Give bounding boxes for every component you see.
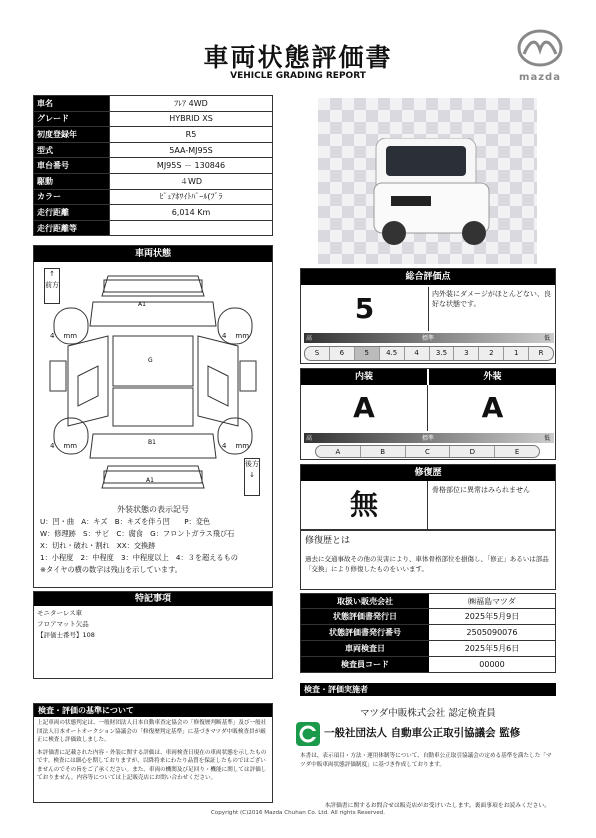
exterior-heading: 外装 [429, 369, 556, 385]
repair-desc: 骨格部位に異常はみられません [432, 486, 530, 494]
overall-scale-step: 2 [479, 347, 504, 360]
spec-label: 型式 [34, 142, 110, 158]
vehicle-photo [318, 98, 537, 264]
overall-scale-step: 3.5 [430, 347, 455, 360]
dealer-row [300, 641, 556, 657]
note-line: フロアマット欠品 [37, 620, 89, 628]
dealer-value: 2025年5月9日 [464, 612, 520, 621]
repair-definition-panel [300, 530, 556, 590]
dealer-row [300, 593, 556, 609]
legend-list [40, 516, 274, 576]
legend-line: U：凹・曲 A：キズ B：キズを伴う凹 P：変色 [40, 517, 211, 526]
fair-trade-mark-icon [296, 722, 320, 746]
dealer-label: 状態評価書発行日 [301, 609, 429, 624]
legend-line: 1：小程度 2：中程度 3：中程度以上 4：３を超えるもの [40, 553, 238, 562]
overall-heading: 総合評価点 [301, 269, 555, 285]
ie-scale-step: C [406, 446, 451, 457]
tire-depth-fl: 4 mm [50, 332, 78, 340]
inspector-heading: 検査・評価実施者 [300, 683, 556, 696]
overall-scale-step: 4 [405, 347, 430, 360]
dealer-label: 取扱い販売会社 [301, 594, 429, 608]
dealer-row [300, 609, 556, 625]
dealer-label: 車両検査日 [301, 641, 429, 656]
overall-scale-step: 4.5 [380, 347, 405, 360]
spec-label: 初度登録年 [34, 127, 110, 143]
ie-scale-step: E [514, 448, 520, 456]
legend-line: W：修理跡 S：サビ C：腐食 G：フロントガラス飛び石 [40, 529, 235, 538]
spec-row [34, 142, 273, 158]
spec-row [34, 173, 273, 189]
ie-scale-high: 高 [306, 435, 313, 442]
car-outline-diagram [38, 266, 268, 506]
tire-depth-fr: 4 mm [222, 332, 250, 340]
spec-row [34, 205, 273, 221]
overall-scale-step: 6 [330, 347, 355, 360]
page-subtitle: VEHICLE GRADING REPORT [230, 71, 366, 81]
spec-label: 走行距離等 [34, 220, 110, 236]
legend-title: 外装状態の表示記号 [117, 505, 189, 514]
spec-value: 6,014 Km [110, 205, 273, 221]
exterior-grade: A [481, 391, 504, 424]
note-line: モニターレス車 [37, 609, 83, 617]
scale-low-label: 低 [543, 335, 550, 342]
mazda-emblem-icon [516, 28, 564, 68]
scale-high-label: 高 [306, 335, 313, 342]
vehicle-spec-table [33, 95, 273, 236]
interior-heading: 内装 [301, 369, 428, 385]
overall-desc: 内外装にダメージがほとんどない、良好な状態です。 [432, 290, 551, 308]
repair-def-text: 過去に交通事故その他の災害により、車体骨格部位を損傷し、「修正」あるいは部品「交換」により修復したものをいいます。 [305, 555, 549, 573]
rear-label: 後方 [245, 460, 259, 468]
overall-scale-bar [304, 333, 554, 343]
overall-scale-step: 5 [355, 347, 380, 360]
spec-value: ﾋﾟｭｱﾎﾜｲﾄﾊﾟｰﾙ(ﾌﾞﾗ [110, 189, 273, 205]
scale-mid-label: 標準 [422, 335, 435, 342]
spec-value: 5AA-MJ95S [110, 142, 273, 158]
criteria-text-1: 上記車両の状態判定は、一般財団法人日本自動車査定協会の「修復歴判断基準」及び一般社団法人日本オートオークション協議会の「修復歴判定基準」に基づきマツダ中販検査員が厳正に検査し評価致しました。 [37, 720, 267, 743]
legend-line: X：切れ・破れ・割れ XX：交換跡 [40, 541, 156, 550]
car-image [356, 138, 506, 248]
brand-wordmark: mazda [519, 72, 561, 83]
spec-value: ﾌﾚｱ 4WD [110, 96, 273, 112]
spec-label: グレード [34, 111, 110, 127]
condition-heading: 車両状態 [34, 246, 272, 262]
page-title: 車両状態評価書 [203, 43, 393, 72]
dealer-value: 00000 [479, 660, 505, 669]
repair-panel [300, 464, 556, 530]
notes-heading: 特記事項 [34, 592, 272, 606]
spec-label: 車台番号 [34, 158, 110, 174]
mark-a1: A1 [138, 301, 146, 308]
inspector-footnote: 本書は、表示項目・方法・運用体制等について、自動車公正取引協議会の定める基準を満たした「マツダ中販車両状態評価制度」に基づき作成しております。 [300, 753, 552, 768]
ie-scale-step: A [316, 446, 361, 457]
tire-depth-rl: 4 mm [50, 442, 78, 450]
overall-scale-step: 3 [454, 347, 479, 360]
interior-grade: A [301, 385, 428, 431]
ie-scale [315, 445, 540, 458]
spec-value [110, 220, 273, 236]
notes-list [34, 606, 272, 643]
spec-row [34, 96, 273, 112]
repair-def-heading: 修復歴とは [305, 536, 351, 546]
legend-line: ※タイヤの横の数字は残山を示しています。 [40, 565, 182, 574]
ie-scale-step: D [450, 446, 495, 457]
dealer-value: ㈱福島マツダ [468, 597, 516, 606]
dealer-label: 検査員コード [301, 657, 429, 672]
spec-value: ４WD [110, 173, 273, 189]
inspector-supervisor: 一般社団法人 自動車公正取引協議会 監修 [324, 727, 521, 739]
front-label: 前方 [45, 281, 59, 289]
dealer-row [300, 625, 556, 641]
overall-scale-step: 1 [504, 347, 529, 360]
interior-exterior-panel [300, 368, 556, 460]
criteria-heading: 検査・評価の基準について [34, 704, 272, 717]
ie-scale-step: B [361, 446, 406, 457]
overall-scale [304, 346, 554, 361]
mark-a1-rear: A1 [146, 477, 154, 484]
dealer-label: 状態評価書発行番号 [301, 625, 429, 640]
spec-value: MJ95S － 130846 [110, 158, 273, 174]
tire-depth-rr: 4 mm [222, 442, 250, 450]
front-indicator: ↑ 前方 [44, 268, 60, 304]
footer-note: 本評価書に関するお問合せは販売店がお受けいたします。裏面事項をお読みください。 [324, 803, 550, 809]
note-line: 【評価士番号】108 [37, 631, 95, 639]
brand-logo [512, 28, 568, 83]
footer-copyright: Copyright (C)2016 Mazda Chuhan Co. Ltd. All rights Reserved. [210, 810, 386, 816]
mark-g: G [148, 357, 153, 364]
dealer-table [300, 593, 556, 673]
overall-panel [300, 268, 556, 364]
spec-label: カラー [34, 189, 110, 205]
overall-scale-step: S [305, 347, 330, 360]
overall-scale-step: R [538, 349, 544, 357]
mark-b1: B1 [148, 439, 156, 446]
notes-panel [33, 591, 273, 679]
overall-score: 5 [301, 287, 429, 331]
dealer-value: 2505090076 [466, 628, 518, 637]
criteria-text-2: 本評価書に記載された内容・外装に関する評価は、車両検査日現在の車両状態を示したものです。検査には細心を期しておりますが、以降将来にわたり品質を保証したものではございませんのでその旨をご了承ください。また、車両の機関及び足回り・機能に関しては評価しておりません。内容等については上記販売店にお問い合わせください。 [37, 749, 267, 781]
ie-scale-low: 低 [543, 435, 550, 442]
spec-row [34, 220, 273, 236]
spec-value: HYBRID XS [110, 111, 273, 127]
rear-indicator: 後方 ↓ [244, 458, 260, 496]
spec-row [34, 158, 273, 174]
spec-label: 走行距離 [34, 205, 110, 221]
spec-label: 駆動 [34, 173, 110, 189]
repair-heading: 修復歴 [301, 465, 555, 481]
spec-label: 車名 [34, 96, 110, 112]
ie-scale-mid: 標準 [422, 435, 435, 442]
spec-value: R5 [110, 127, 273, 143]
inspector-company: マツダ中販株式会社 認定検査員 [360, 708, 496, 719]
dealer-row [300, 657, 556, 673]
ie-scale-bar [304, 433, 554, 443]
spec-row [34, 111, 273, 127]
condition-panel [33, 245, 273, 588]
repair-value: 無 [301, 481, 428, 529]
car-diagram [38, 266, 268, 506]
criteria-panel [33, 703, 273, 803]
dealer-value: 2025年5月6日 [464, 644, 520, 653]
spec-row [34, 189, 273, 205]
spec-row [34, 127, 273, 143]
